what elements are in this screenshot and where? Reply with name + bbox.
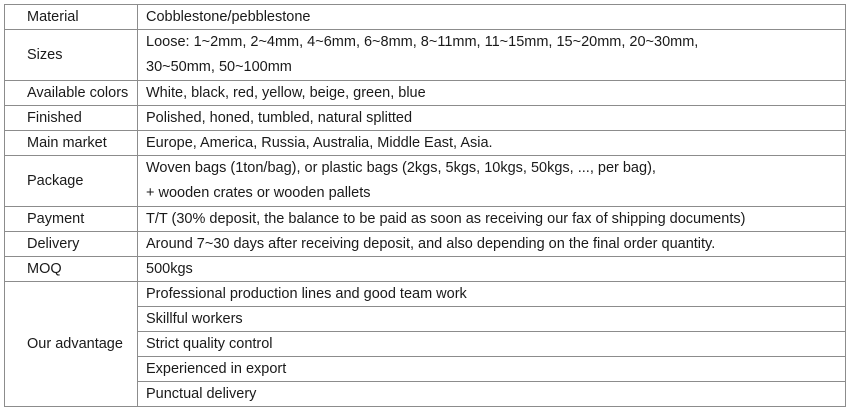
advantage-item: Strict quality control: [138, 332, 846, 357]
row-value-moq: 500kgs: [138, 257, 846, 282]
row-label-available-colors: Available colors: [5, 81, 138, 106]
row-label-finished: Finished: [5, 106, 138, 131]
sizes-line: 30~50mm, 50~100mm: [146, 59, 292, 75]
product-spec-table: [4, 4, 846, 407]
row-label-material: Material: [5, 5, 138, 30]
advantage-item: Professional production lines and good team work: [138, 282, 846, 307]
row-value-main-market: Europe, America, Russia, Australia, Middle East, Asia.: [138, 131, 846, 156]
table-row: [5, 81, 846, 106]
table-row: [5, 30, 846, 81]
row-label-sizes: Sizes: [5, 30, 138, 81]
table-row: [5, 131, 846, 156]
table-row: [5, 156, 846, 207]
advantage-item: Skillful workers: [138, 307, 846, 332]
row-label-delivery: Delivery: [5, 232, 138, 257]
table-row: [5, 5, 846, 30]
row-value-delivery: Around 7~30 days after receiving deposit, and also depending on the final order quantity.: [138, 232, 846, 257]
package-line: Woven bags (1ton/bag), or plastic bags (2kgs, 5kgs, 10kgs, 50kgs, ..., per bag),: [146, 160, 656, 176]
row-label-payment: Payment: [5, 207, 138, 232]
row-value-sizes: [138, 30, 846, 81]
row-value-available-colors: White, black, red, yellow, beige, green, blue: [138, 81, 846, 106]
row-label-moq: MOQ: [5, 257, 138, 282]
sizes-line: Loose: 1~2mm, 2~4mm, 4~6mm, 6~8mm, 8~11mm, 11~15mm, 15~20mm, 20~30mm,: [146, 34, 699, 50]
advantage-item: Punctual delivery: [138, 382, 846, 407]
row-value-material: Cobblestone/pebblestone: [138, 5, 846, 30]
table-row: [5, 207, 846, 232]
advantage-item: Experienced in export: [138, 357, 846, 382]
table-row: [5, 232, 846, 257]
table-row: [5, 282, 846, 307]
row-value-payment: T/T (30% deposit, the balance to be paid as soon as receiving our fax of shipping documents): [138, 207, 846, 232]
row-label-our-advantage: Our advantage: [5, 282, 138, 407]
row-label-package: Package: [5, 156, 138, 207]
row-label-main-market: Main market: [5, 131, 138, 156]
row-value-package: [138, 156, 846, 207]
table-row: [5, 106, 846, 131]
row-value-finished: Polished, honed, tumbled, natural splitted: [138, 106, 846, 131]
package-line: + wooden crates or wooden pallets: [146, 185, 371, 201]
table-row: [5, 257, 846, 282]
